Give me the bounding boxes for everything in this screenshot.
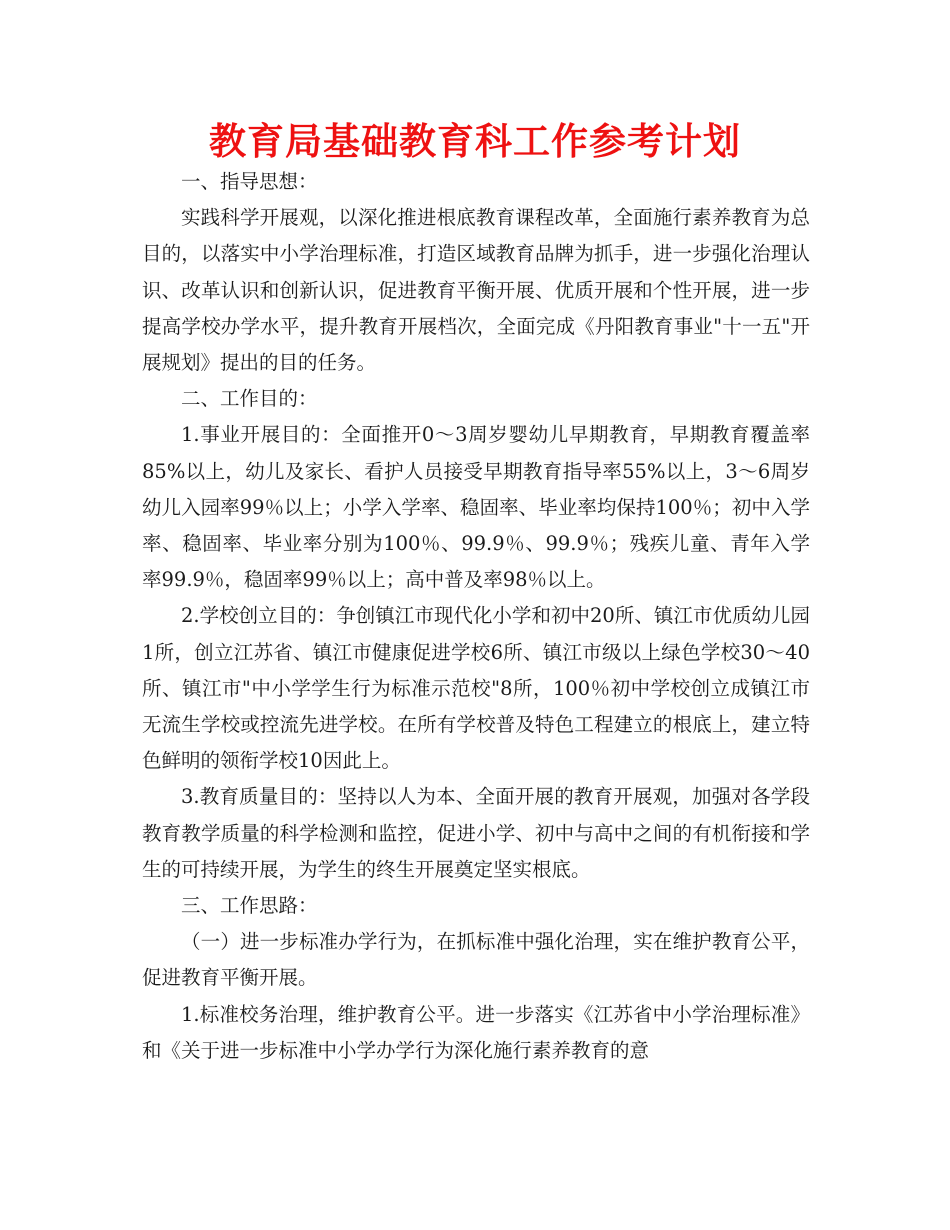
paragraph-approach-one-item-one: 1.标准校务治理，维护教育公平。进一步落实《江苏省中小学治理标准》和《关于进一步标准中小学办学行为深化施行素养教育的意 [142, 1002, 810, 1062]
document-body [142, 164, 810, 1069]
paragraph-goal-education-quality: 3.教育质量目的：坚持以人为本、全面开展的教育开展观，加强对各学段教育教学质量的科学检测和监控，促进小学、初中与高中之间的有机衔接和学生的可持续开展，为学生的终生开展奠定坚实根底。 [142, 785, 810, 881]
paragraph-heading-work-goals: 二、工作目的： [181, 387, 318, 411]
paragraph-heading-work-approach: 三、工作思路： [181, 894, 318, 918]
paragraph-goal-development: 1.事业开展目的：全面推开0～3周岁婴幼儿早期教育，早期教育覆盖率85%以上，幼儿及家长、看护人员接受早期教育指导率55%以上，3～6周岁幼儿入园率99％以上；小学入学率、稳固率、毕业率均保持100％；初中入学率、稳固率、毕业率分别为100％、99.9％、99.9％；残疾儿童、青年入学率99.9％，稳固率99％以上；高中普及率98％以上。 [142, 423, 810, 592]
document-title: 教育局基础教育科工作参考计划 [209, 120, 741, 163]
paragraph-goal-school-creation: 2.学校创立目的：争创镇江市现代化小学和初中20所、镇江市优质幼儿园1所，创立江苏省、镇江市健康促进学校6所、镇江市级以上绿色学校30～40所、镇江市"中小学学生行为标准示范校"8所，100％初中学校创立成镇江市无流生学校或控流先进学校。在所有学校普及特色工程建立的根底上，建立特色鲜明的领衔学校10因此上。 [142, 604, 810, 773]
paragraph-guiding-thought-text: 实践科学开展观，以深化推进根底教育课程改革，全面施行素养教育为总目的，以落实中小学治理标准，打造区域教育品牌为抓手，进一步强化治理认识、改革认识和创新认识，促进教育平衡开展、优质开展和个性开展，进一步提高学校办学水平，提升教育开展档次，全面完成《丹阳教育事业"十一五"开展规划》提出的目的任务。 [142, 206, 810, 375]
paragraph-approach-one: （一）进一步标准办学行为，在抓标准中强化治理，实在维护教育公平，促进教育平衡开展。 [142, 930, 810, 990]
paragraph-heading-guiding-thought: 一、指导思想： [181, 170, 318, 193]
